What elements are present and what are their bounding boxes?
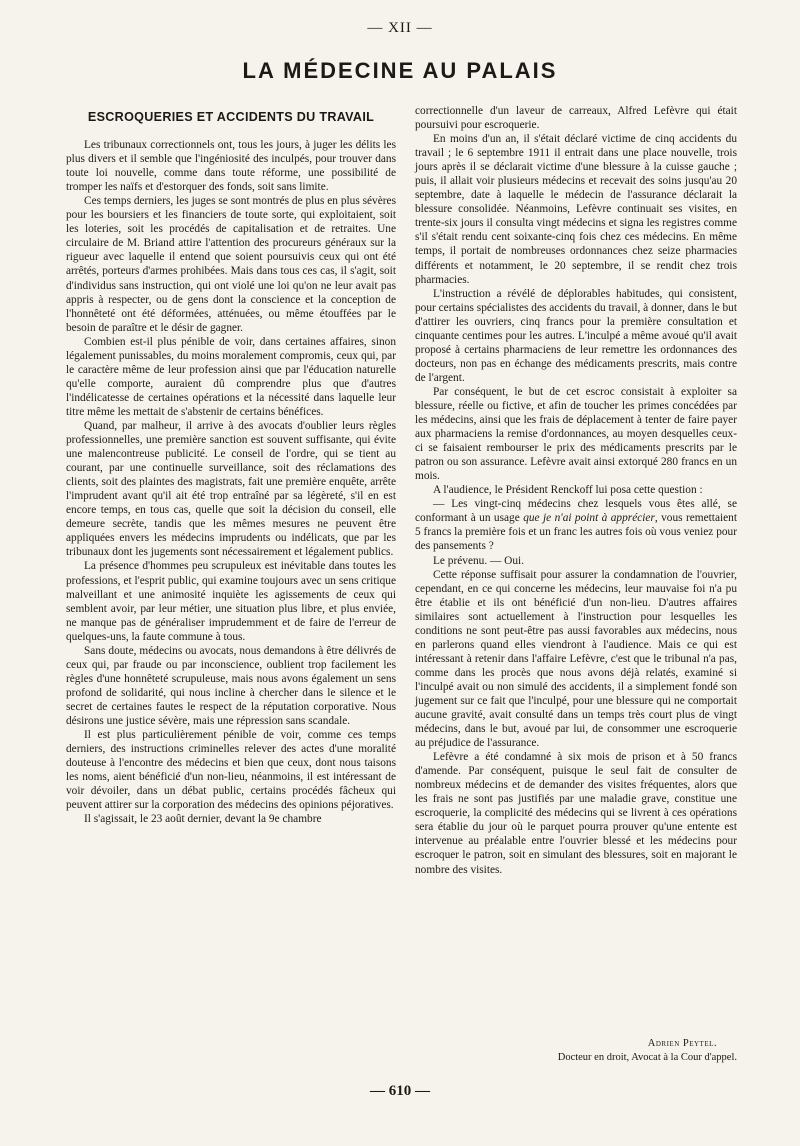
paragraph: En moins d'un an, il s'était déclaré victime de cinq accidents du travail ; le 6 septembre 1911 il entrait dans une place nouvelle, trois jours après il se déclarait victime d'une blessure à la cuisse gauche ; puis, il allait voir plusieurs médecins et recevait des soins jusqu'au 20 septembre, date à laquelle le médecin de l'assurance déclarait la blessure consolidée. Néanmoins, Lefèvre continuait ses visites, en trente-six jours il consulta vingt médecins et signa les registres comme s'il s'était rendu cent soixante-cinq fois chez ces médecins. En même temps, il portait de nombreuses ordonnances chez seize pharmacies différents et notamment, le 20 septembre, il se rendit chez trois pharmacies.	[415, 133, 737, 286]
left-column	[66, 104, 396, 826]
dialogue-emphasis: que je n'ai point à apprécier	[523, 512, 655, 525]
paragraph-continuation: correctionnelle d'un laveur de carreaux, Alfred Lefèvre qui était poursuivi pour escroquerie.	[415, 105, 737, 132]
paragraph: Lefèvre a été condamné à six mois de prison et à 50 francs d'amende. Par conséquent, puisque le seul fait de consulter de nombreux médecins et de demander des visites fréquentes, alors que les frais ne sont pas justifiés par une maladie grave, constitue une escroquerie, la complicité des médecins qui se livrent à ces opérations sera établie du jour où le parquet pourra prouver qu'une entente est intervenue au préalable entre l'ouvrier blessé et les médecins pour escroquer le patron, soit en simulant des blessures, soit en majorant le nombre des visites.	[415, 751, 737, 876]
paragraph: Quand, par malheur, il arrive à des avocats d'oublier leurs règles professionnelles, une première sanction est souvent suffisante, qui évite une malencontreuse publicité. Le conseil de l'ordre, qui se tient au courant, par une continuelle surveillance, soit des réclamations des clients, soit des plaintes des magistrats, fait une première enquête, arrête l'imprudent avant qu'il ait été trop entraîné par sa légèreté, s'il en est encore temps, en tous cas, quelle que soit la décision du conseil, elle demeure secrète, tandis que les mêmes mesures ne peuvent être appliquées envers les médecins imprudents ou indélicats, que par les tribunaux dont les jugements sont nécessairement et légalement publics.	[66, 419, 396, 559]
paragraph: Combien est-il plus pénible de voir, dans certaines affaires, sinon légalement punissables, du moins moralement compromis, ceux qui, par le caractère même de leur profession ainsi que par l'éducation naturelle qu'elle comporte, auraient dû comprendre plus que d'autres l'indélicatesse de certaines opérations et la nécessité dans laquelle leur titre même les mettait de s'abstenir de certains bénéfices.	[66, 335, 396, 418]
paragraph: La présence d'hommes peu scrupuleux est inévitable dans toutes les professions, et l'esprit public, qui examine toujours avec un sens critique malveillant et une animosité inquiète les agissements de ceux qui semblent avoir, par leur métier, une situation plus libre, et plus enviée, ne manque pas de généraliser imprudemment et de faire de l'erreur de quelques-uns, la faute commune à tous.	[66, 560, 396, 643]
author-title: Docteur en droit, Avocat à la Cour d'appel.	[557, 1052, 737, 1063]
article-title: ESCROQUERIES ET ACCIDENTS DU TRAVAIL	[87, 110, 375, 124]
paragraph: Cette réponse suffisait pour assurer la condamnation de l'ouvrier, cependant, en ce qui concerne les médecins, leur mauvaise foi n'a pu être établie et ils ont bénéficié d'un non-lieu. D'autres affaires similaires sont actuellement à l'instruction pour lesquelles les conditions ne sont peut-être pas aussi favorables aux médecins, nous en parlerons quand elles viendront à l'audience. Mais ce qui est intéressant à retenir dans l'affaire Lefèvre, c'est que le tribunal n'a pas, comme dans les procès que nous avons déjà relatés, examiné si l'inculpé avait ou non simulé des accidents, il a simplement fondé son jugement sur ce fait que l'inculpé, pour une blessure qui ne comportait aucune gravité, avait consulté dans un temps très court plus de vingt médecins, dans le but, avoué par lui, de consommer une escroquerie au préjudice de l'assurance.	[415, 568, 737, 750]
dialogue-text: — Les vingt-cinq médecins chez lesquels vous êtes allé, se conformant à un usage	[415, 498, 737, 525]
paragraph: Les tribunaux correctionnels ont, tous les jours, à juger les délits les plus divers et il semble que l'ingéniosité des inculpés, pour trouver dans toute loi nouvelle, comme dans toute réforme, une possibilité de tromper les naïfs et d'estorquer des fonds, soit sans limite.	[66, 139, 396, 194]
paragraph: Sans doute, médecins ou avocats, nous demandons à être délivrés de ceux qui, par fraude ou par inconscience, oublient trop facilement les règles d'une honnêteté scrupuleuse, mais nous avons également un sens profond de solidarité, qui nous incline à chercher dans le silence et le secret de certaines fautes le respect de la réputation corporative. Nous désirons une justice sévère, mais une répression sans scandale.	[66, 644, 396, 727]
dialogue-text: , vous remettaient 5 francs la première fois et un franc les autres fois où vous veniez pour des pansements ?	[415, 512, 737, 553]
paragraph: L'instruction a révélé de déplorables habitudes, qui consistent, pour certains spécialistes des accidents du travail, à donner, dans le but d'attirer les ouvriers, cinq francs pour la première consultation et cinquante centimes pour les autres. L'inculpé a même avoué qu'il avait proposé à certains pharmaciens de leur remettre les ordonnances des docteurs, non pas en échange des médicaments prescrits, mais contre de l'argent.	[415, 287, 737, 384]
paragraph: Il s'agissait, le 23 août dernier, devant la 9e chambre	[84, 813, 322, 826]
journal-section-title: LA MÉDECINE AU PALAIS	[242, 58, 558, 83]
dialogue-question	[415, 497, 737, 553]
paragraph: Il est plus particulièrement pénible de voir, comme ces temps derniers, des instructions criminelles relever des actes d'une moralité douteuse à l'encontre des médecins et bien que ceux, dont nous taisons les noms, aient bénéficié d'un non-lieu, néanmoins, il est intéressant de voir dévoiler, dans un débat public, certains procédés fâcheux qui peuvent attirer sur la corporation des médecins des opinions péjoratives.	[66, 729, 396, 812]
dialogue-reply: Le prévenu. — Oui.	[433, 554, 525, 567]
author-name: Adrien Peytel.	[647, 1038, 717, 1049]
paragraph: Ces temps derniers, les juges se sont montrés de plus en plus sévères pour les boursiers et les financiers de toute sorte, qui exploitaient, soit les loteries, soit les procédés de capitalisation et de retraites. Une circulaire de M. Briand attire l'attention des procureurs généraux sur la rigueur avec laquelle il entend que soient poursuivis ceux qui ont été arrêtés, porteurs d'armes prohibées. Mais dans tous ces cas, il s'agit, soit d'individus sans instruction, qui ont violé une loi qu'on ne leur avait pas appris à respecter, ou de gens dont la conscience et la conception de l'honnêteté ont été déformées, atténuées, ou même étouffées par le besoin de paraître et le désir de gagner.	[66, 195, 396, 334]
author-signature	[415, 1037, 737, 1065]
paragraph: Par conséquent, le but de cet escroc consistait à exploiter sa blessure, réelle ou fictive, et afin de toucher les primes concédées par les médecins, ainsi que les frais de déplacement à tenter de faire payer aux pharmaciens la remise d'ordonnances, au moyen desquelles ceux-ci se faisaient rembourser le prix des médicaments prescrits par le patron ou son assurance. Lefèvre avait ainsi extorqué 280 francs en un mois.	[415, 385, 737, 483]
right-column	[415, 104, 737, 877]
paragraph: A l'audience, le Président Renckoff lui posa cette question :	[433, 484, 703, 497]
page-number: — 610 —	[370, 1083, 430, 1099]
page-header-numeral: — XII —	[367, 20, 433, 36]
